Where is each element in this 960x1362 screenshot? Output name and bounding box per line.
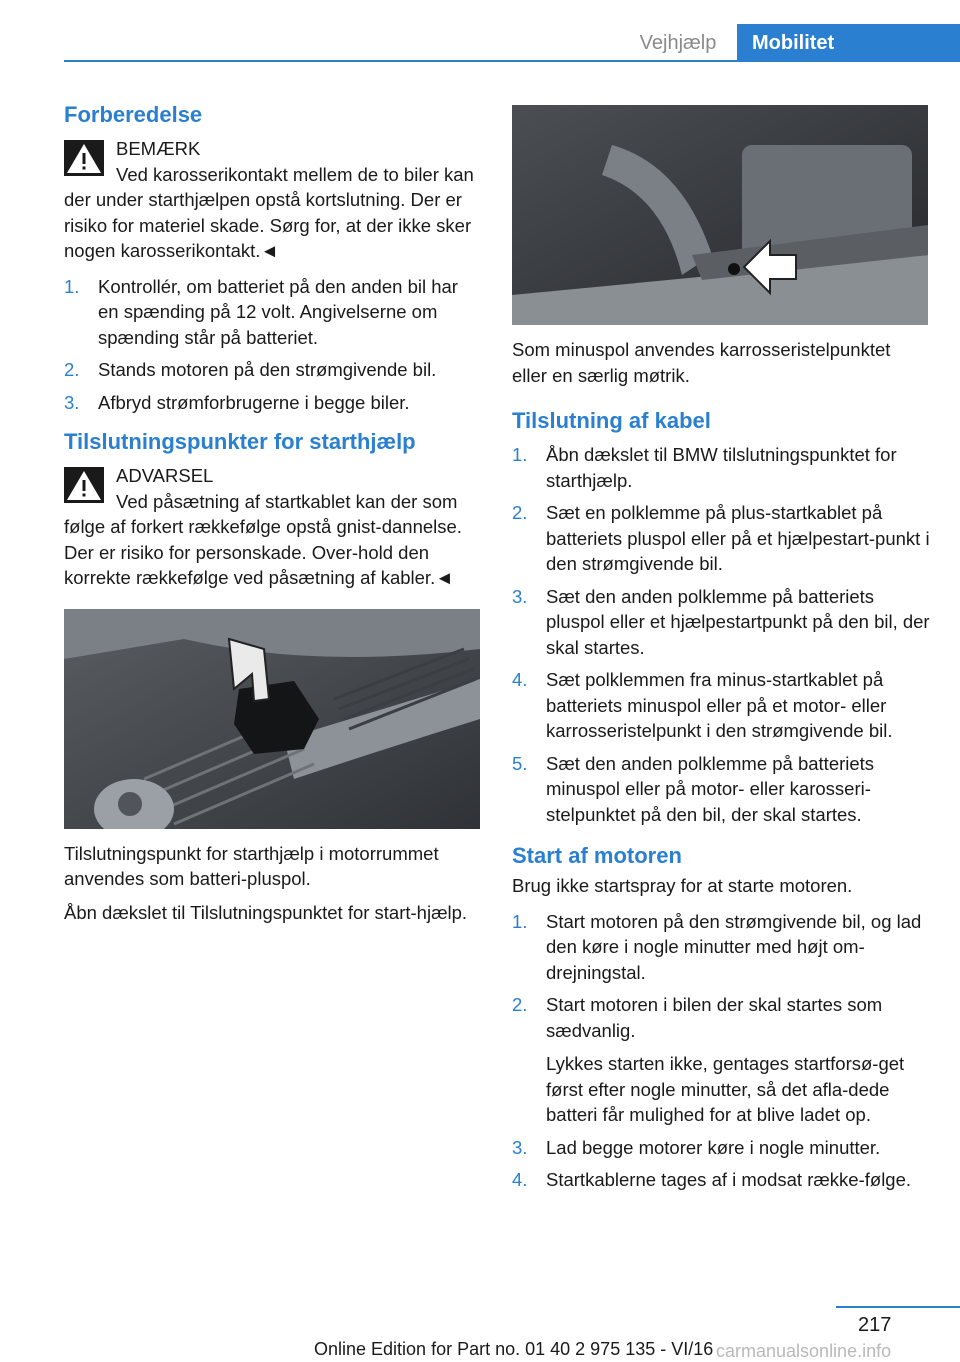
warning-text: Ved påsætning af startkablet kan der som følge af forkert rækkefølge opstå gnist-dannelse. Der er risiko for personskade. Over-hold den korrekte rækkefølge ved påsætning af kabler.◄ <box>64 490 462 588</box>
list-item: 1. Åbn dækslet til BMW tilslutningspunktet for starthjælp. <box>512 444 897 491</box>
caption-minus: Som minuspol anvendes karrosseristelpunktet eller en særlig møtrik. <box>512 339 891 386</box>
note-title: BEMÆRK <box>116 138 201 159</box>
warning-box <box>64 463 482 591</box>
warning-triangle-icon <box>64 467 104 503</box>
steps-list-preparation <box>64 274 482 416</box>
list-item: 5. Sæt den anden polklemme på batteriets minuspol eller på motor- eller karosseri-stelpunktet på den bil, der skal startes. <box>512 752 875 825</box>
page-number: 217 <box>858 1314 892 1336</box>
footer-edition: Online Edition for Part no. 01 40 2 975 135 - VI/16 <box>314 1339 714 1359</box>
warning-title: ADVARSEL <box>116 465 214 486</box>
intro-text: Brug ikke startspray for at starte motoren. <box>512 875 853 896</box>
right-column <box>512 105 930 1200</box>
tab-vejhjaelp[interactable]: Vejhjælp <box>639 32 717 54</box>
list-item: 1. Kontrollér, om batteriet på den anden bil har en spænding på 12 volt. Angivelserne om spænding står på batteriet. <box>64 275 458 348</box>
list-item: 4. Startkablerne tages af i modsat række-følge. <box>512 1169 912 1190</box>
list-item: 2. Stands motoren på den strømgivende bil. <box>64 359 437 380</box>
section-title-forberedelse: Forberedelse <box>64 102 203 127</box>
list-item: 2. Sæt en polklemme på plus-startkablet på batteriets pluspol eller på et hjælpestart-punkt i den strømgivende bil. <box>512 502 930 574</box>
list-item: 3. Afbryd strømforbrugerne i begge biler. <box>64 391 410 413</box>
section-title-start-af-motoren: Start af motoren <box>512 843 682 868</box>
watermark: carmanualsonline.info <box>716 1341 892 1361</box>
steps-list-cable <box>512 442 930 827</box>
section-title-tilslutning-af-kabel: Tilslutning af kabel <box>512 408 711 433</box>
note-box <box>64 136 482 264</box>
steps-list-start <box>512 909 930 1193</box>
footer-rule <box>836 1306 960 1308</box>
engine-bay-photo-minus <box>512 105 928 325</box>
note-text: Ved karosserikontakt mellem de to biler kan der under starthjælpen opstå kortslutning. Der er risiko for materiel skade. Sørg for, at der ikke sker nogen karosserikontakt.◄ <box>64 163 474 261</box>
engine-bay-photo-plus <box>64 609 480 829</box>
caption-plus: Tilslutningspunkt for starthjælp i motorrummet anvendes som batteri-pluspol. <box>64 842 439 889</box>
warning-triangle-icon <box>64 140 104 176</box>
list-item: 4. Sæt polklemmen fra minus-startkablet på batteriets minuspol eller på et motor- eller karrosseristelpunkt i den strømgivende bil. <box>512 669 893 741</box>
list-item: 1. Start motoren på den strømgivende bil, og lad den køre i nogle minutter med højt om-drejningstal. <box>512 910 922 983</box>
left-column <box>64 100 482 925</box>
tab-mobilitet[interactable]: Mobilitet <box>737 24 960 62</box>
list-item: 3. Sæt den anden polklemme på batteriets pluspol eller et hjælpestartpunkt på den bil, der skal startes. <box>512 585 930 658</box>
paragraph-open-cover: Åbn dækslet til Tilslutningspunktet for start-hjælp. <box>64 901 468 923</box>
list-item: 2. Start motoren i bilen der skal startes som sædvanlig. Lykkes starten ikke, gentages startforsø-get først efter nogle minutter, så det afla-dede batteri får mulighed for at blive ladet op. <box>512 994 905 1125</box>
section-title-tilslutningspunkter: Tilslutningspunkter for starthjælp <box>64 429 416 454</box>
list-item: 3. Lad begge motorer køre i nogle minutter. <box>512 1136 881 1158</box>
